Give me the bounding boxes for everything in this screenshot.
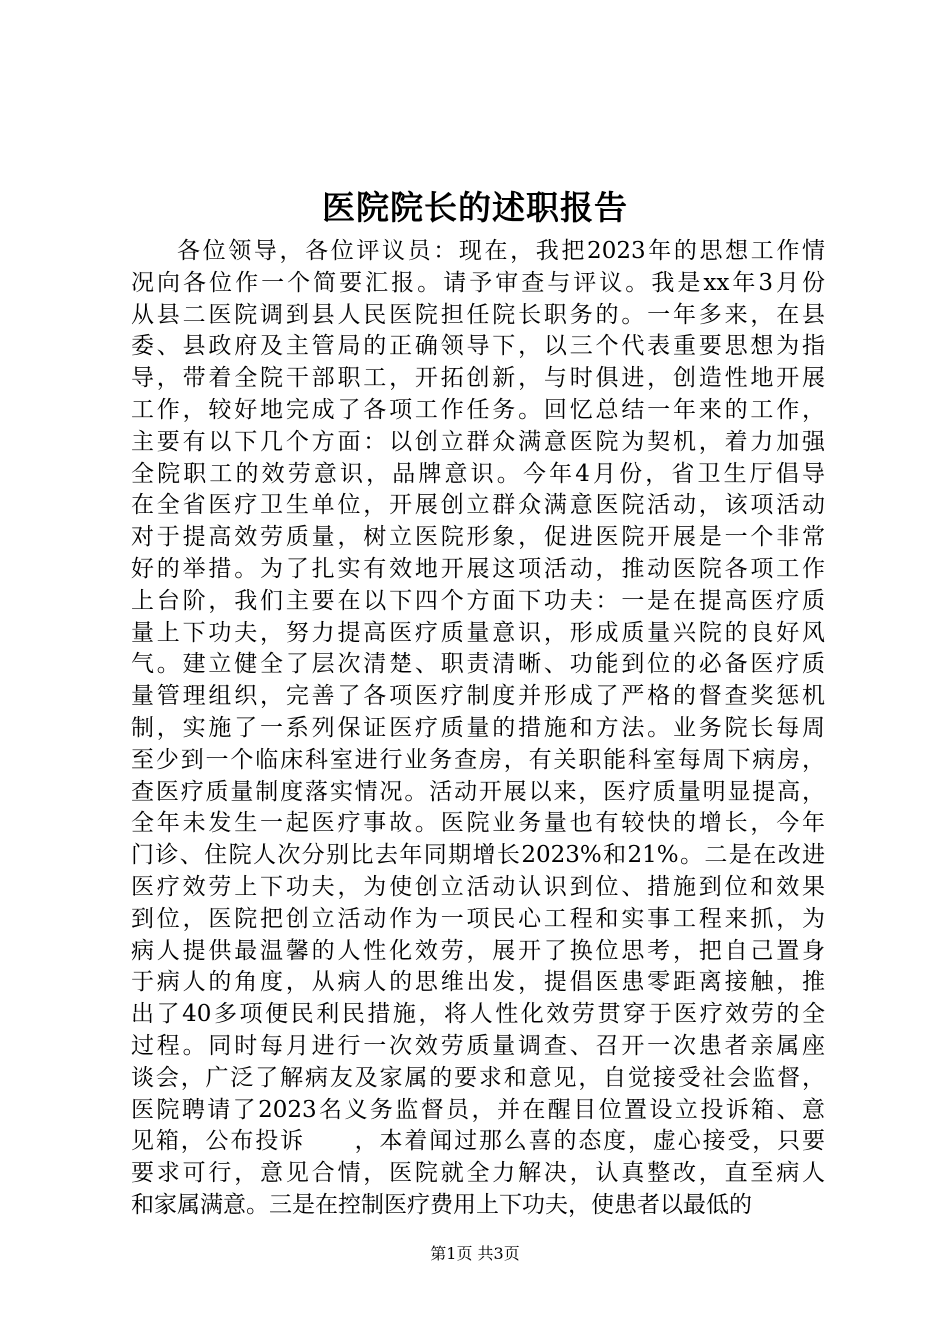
body-line: 量管理组织，完善了各项医疗制度并形成了严格的督查奖惩机 [131, 683, 825, 710]
body-line: 工作，较好地完成了各项工作任务。回忆总结一年来的工作， [131, 396, 825, 423]
body-line: 对于提高效劳质量，树立医院形象，促进医院开展是一个非常 [131, 524, 825, 551]
body-line: 出了40多项便民利民措施，将人性化效劳贯穿于医疗效劳的全 [131, 1001, 825, 1028]
body-line: 全年未发生一起医疗事故。医院业务量也有较快的增长，今年 [131, 810, 825, 837]
body-line: 委、县政府及主管局的正确领导下，以三个代表重要思想为指 [131, 333, 825, 360]
body-line: 量上下功夫，努力提高医疗质量意识，形成质量兴院的良好风 [131, 619, 825, 646]
document-body [131, 236, 825, 1222]
body-line: 到位，医院把创立活动作为一项民心工程和实事工程来抓，为 [131, 905, 825, 932]
body-line: 谈会，广泛了解病友及家属的要求和意见，自觉接受社会监督， [131, 1064, 825, 1091]
body-line: 病人提供最温馨的人性化效劳，展开了换位思考，把自己置身 [131, 937, 825, 964]
body-line: 主要有以下几个方面：以创立群众满意医院为契机，着力加强 [131, 428, 825, 455]
body-line: 至少到一个临床科室进行业务查房，有关职能科室每周下病房， [131, 746, 825, 773]
body-line: 全院职工的效劳意识，品牌意识。今年4月份，省卫生厅倡导 [131, 460, 825, 487]
body-line: 门诊、住院人次分别比去年同期增长2023%和21%。二是在改进 [131, 842, 825, 869]
page-footer: 第1页 共3页 [430, 1244, 520, 1263]
body-line: 在全省医疗卫生单位，开展创立群众满意医院活动，该项活动 [131, 492, 825, 519]
body-line: 医院聘请了2023名义务监督员，并在醒目位置设立投诉箱、意 [131, 1096, 825, 1123]
body-line: 要求可行，意见合情，医院就全力解决，认真整改，直至病人 [131, 1160, 825, 1187]
body-line: 见箱，公布投诉 ，本着闻过那么喜的态度，虚心接受，只要 [131, 1128, 825, 1155]
body-line: 制，实施了一系列保证医疗质量的措施和方法。业务院长每周 [131, 714, 825, 741]
body-line: 气。建立健全了层次清楚、职责清晰、功能到位的必备医疗质 [131, 651, 825, 678]
body-line: 和家属满意。三是在控制医疗费用上下功夫，使患者以最低的 [131, 1191, 752, 1218]
document-title: 医院院长的述职报告 [322, 188, 628, 227]
body-line: 导，带着全院干部职工，开拓创新，与时俱进，创造性地开展 [131, 365, 825, 392]
body-line: 过程。同时每月进行一次效劳质量调查、召开一次患者亲属座 [131, 1032, 825, 1059]
body-line: 好的举措。为了扎实有效地开展这项活动，推动医院各项工作 [131, 555, 825, 582]
body-line: 查医疗质量制度落实情况。活动开展以来，医疗质量明显提高， [131, 778, 825, 805]
body-line: 医疗效劳上下功夫，为使创立活动认识到位、措施到位和效果 [131, 873, 825, 900]
body-line: 上台阶，我们主要在以下四个方面下功夫：一是在提高医疗质 [131, 587, 825, 614]
body-line: 于病人的角度，从病人的思维出发，提倡医患零距离接触，推 [131, 969, 825, 996]
body-line: 各位领导，各位评议员：现在，我把2023年的思想工作情 [177, 238, 825, 264]
body-line: 从县二医院调到县人民医院担任院长职务的。一年多来，在县 [131, 301, 825, 328]
body-line: 况向各位作一个简要汇报。请予审查与评议。我是xx年3月份 [131, 269, 825, 296]
